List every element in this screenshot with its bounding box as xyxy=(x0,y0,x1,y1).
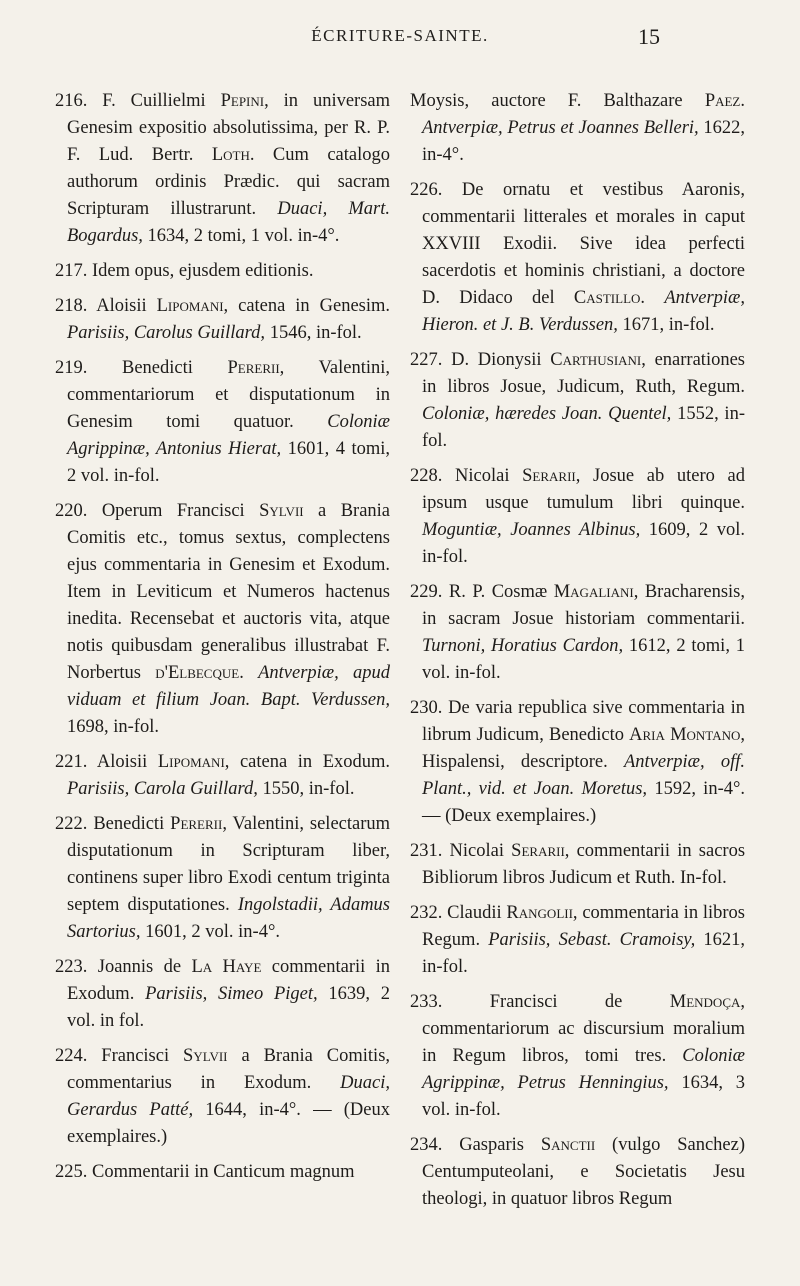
catalog-entry xyxy=(410,695,745,830)
entry-number: 227. xyxy=(410,350,443,370)
entry-number: 217. xyxy=(55,261,88,281)
entry-imprint: Ingolstadii, Adamus Sartorius, xyxy=(67,895,390,942)
entry-text: a Brania Comitis, commentarius in Exodum. xyxy=(67,1046,391,1093)
entry-text: Gasparis xyxy=(459,1135,524,1155)
entry-author: Pepini xyxy=(220,91,265,111)
entry-tail: 1546, in-fol. xyxy=(269,323,362,343)
entry-number: 233. xyxy=(410,992,443,1012)
catalog-entry xyxy=(55,258,390,285)
entry-number: 225. xyxy=(55,1162,88,1182)
entry-tail: 1634, 3 vol. in-fol. xyxy=(422,1073,746,1120)
entry-imprint: Antverpiæ, off. Plant., vid. et Joan. Moretus, xyxy=(422,752,745,799)
entry-tail: 1592, in-4°. — (Deux exemplaires.) xyxy=(422,779,746,826)
entry-author: Sanctii xyxy=(540,1135,596,1155)
entry-text: . xyxy=(740,91,745,111)
entry-imprint: Coloniæ Agrippinæ, Antonius Hierat, xyxy=(67,412,390,459)
entry-tail: 1634, 2 tomi, 1 vol. in-4°. xyxy=(147,226,340,246)
entry-text: Claudii xyxy=(447,903,502,923)
entry-number: 230. xyxy=(410,698,443,718)
entry-text: Operum Francisci xyxy=(101,501,245,521)
entry-author: Magaliani xyxy=(553,582,634,602)
running-head: ÉCRITURE-SAINTE. xyxy=(311,26,489,45)
entry-number: 226. xyxy=(410,180,443,200)
entry-imprint: Duaci, Gerardus Patté, xyxy=(67,1073,391,1120)
entry-text: Commentarii in Canticum magnum xyxy=(92,1162,355,1182)
entry-text: , commentarii in sacros Bibliorum libros Judicum et Ruth. In-fol. xyxy=(422,841,746,888)
catalog-entry xyxy=(410,989,745,1124)
entry-tail: 1550, in-fol. xyxy=(262,779,355,799)
catalog-entry xyxy=(55,954,390,1035)
entry-number: 218. xyxy=(55,296,88,316)
entry-text: Francisci de xyxy=(489,992,623,1012)
entry-author: Sylvii xyxy=(183,1046,228,1066)
entry-author: Pererii xyxy=(170,814,223,834)
page-header xyxy=(0,14,800,54)
entry-text: , catena in Exodum. xyxy=(224,752,391,772)
catalog-entry xyxy=(410,838,745,892)
entry-text: . xyxy=(640,288,646,308)
catalog-entry xyxy=(55,811,390,946)
entry-author: Serarii xyxy=(522,466,576,486)
entry-text: De varia republica sive commentaria in librum Judicum, Benedicto xyxy=(422,698,745,745)
entry-author: Sylvii xyxy=(259,501,304,521)
entry-tail: 1622, in-4°. xyxy=(422,118,745,165)
entry-text: , enarrationes in libros Josue, Judicum, Ruth, Regum. xyxy=(422,350,745,397)
catalog-entry xyxy=(410,579,745,687)
entry-imprint: Antverpiæ, Petrus et Joannes Belleri, xyxy=(422,118,699,138)
entry-text: Idem opus, ejusdem editionis. xyxy=(92,261,314,281)
entry-tail: 1552, in-fol. xyxy=(422,404,745,451)
entry-number: 231. xyxy=(410,841,443,861)
catalog-entry xyxy=(410,463,745,571)
entry-text: commentarii in Exodum. xyxy=(67,957,391,1004)
entry-imprint: Coloniæ, hæredes Joan. Quentel, xyxy=(422,404,672,424)
entry-imprint: Parisiis, Simeo Piget, xyxy=(145,984,318,1004)
entry-number: 219. xyxy=(55,358,88,378)
catalog-entry xyxy=(55,293,390,347)
entry-text: Benedicti xyxy=(93,814,165,834)
entry-number: 220. xyxy=(55,501,88,521)
entry-tail: 1609, 2 vol. in-fol. xyxy=(422,520,746,567)
entry-text: Nicolai xyxy=(449,841,504,861)
entry-text: , Valentini, selectarum disputationum in Scripturam liber, continens super libro Exodi centum triginta septem disputationes. xyxy=(67,814,391,915)
entry-number: 223. xyxy=(55,957,88,977)
catalog-entry xyxy=(410,900,745,981)
catalog-entry xyxy=(55,88,390,250)
entry-text: R. P. Cosmæ xyxy=(448,582,548,602)
entry-text: , commentaria in libros Regum. xyxy=(422,903,745,950)
entry-author: La Haye xyxy=(191,957,262,977)
entry-number: 222. xyxy=(55,814,88,834)
left-column xyxy=(55,88,390,1194)
entry-number: 216. xyxy=(55,91,88,111)
entry-tail: 1671, in-fol. xyxy=(622,315,715,335)
entry-text: De ornatu et vestibus Aaronis, commentarii litterales et morales in caput XXVIII Exodii. Sive idea perfecti sacerdotis et hominis christiani, a doctore D. Didaco del xyxy=(422,180,746,308)
entry-author: Paez xyxy=(704,91,741,111)
entry-tail: 1621, in-fol. xyxy=(422,930,745,977)
entry-imprint: Turnoni, Horatius Cardon, xyxy=(422,636,624,656)
catalog-entry xyxy=(410,88,745,169)
entry-text: D. Dionysii xyxy=(451,350,542,370)
entry-text: Nicolai xyxy=(455,466,510,486)
entry-tail: 1639, 2 vol. in fol. xyxy=(67,984,391,1031)
entry-number: 228. xyxy=(410,466,443,486)
catalog-entry xyxy=(410,177,745,339)
entry-text: , Hispalensi, descriptore. xyxy=(422,725,745,772)
catalog-entry xyxy=(55,355,390,490)
entry-author: Loth xyxy=(211,145,250,165)
entry-text: (vulgo Sanchez) Centumputeolani, e Societatis Jesu theologi, in quatuor libros Regum xyxy=(422,1135,745,1209)
entry-text: F. Cuillielmi xyxy=(102,91,206,111)
entry-tail: 1644, in-4°. — (Deux exemplaires.) xyxy=(67,1100,391,1147)
catalog-entry xyxy=(410,1132,745,1213)
entry-author: Lipomani xyxy=(156,296,224,316)
entry-text: , Valentini, commentariorum et disputationum in Genesim tomi quatuor. xyxy=(67,358,390,432)
entry-author: Mendoça xyxy=(669,992,741,1012)
entry-number: 234. xyxy=(410,1135,443,1155)
entry-number: 221. xyxy=(55,752,88,772)
entry-imprint: Parisiis, Carolus Guillard, xyxy=(67,323,266,343)
entry-author: Aria Montano xyxy=(629,725,741,745)
entry-imprint: Coloniæ Agrippinæ, Petrus Henningius, xyxy=(422,1046,746,1093)
entry-text: Moysis, auctore F. Balthazare xyxy=(410,91,683,111)
entry-imprint: Antverpiæ, Hieron. et J. B. Verdussen, xyxy=(422,288,745,335)
entry-author: d'Elbecque xyxy=(155,663,240,683)
entry-imprint: Antverpiæ, apud viduam et filium Joan. Bapt. Verdussen, xyxy=(67,663,390,710)
entry-text: , catena in Genesim. xyxy=(223,296,391,316)
entry-text: , in universam Genesim expositio absolutissima, per R. P. F. Lud. Bertr. xyxy=(67,91,391,165)
entry-author: Carthusiani xyxy=(550,350,642,370)
page-number: 15 xyxy=(638,24,660,49)
entry-text: . xyxy=(239,663,244,683)
entry-tail: 1612, 2 tomi, 1 vol. in-fol. xyxy=(422,636,746,683)
catalog-entry xyxy=(55,1043,390,1151)
entry-text: , Bracharensis, in sacram Josue historiam commentarii. xyxy=(422,582,746,629)
entry-number: 232. xyxy=(410,903,443,923)
entry-imprint: Moguntiæ, Joannes Albinus, xyxy=(422,520,641,540)
entry-text: Joannis de xyxy=(97,957,182,977)
entry-author: Castillo xyxy=(573,288,641,308)
entry-text: a Brania Comitis etc., tomus sextus, complectens ejus commentaria in Genesim et Exodum. Item in Leviticum et Numeros hactenus inedita. Recensebat et auctoris vita, atque notis quibusdam generalibus illustrabat F. Norbertus xyxy=(67,501,391,683)
catalog-entry xyxy=(410,347,745,455)
catalog-entry xyxy=(55,1159,390,1186)
entry-author: Pererii xyxy=(227,358,280,378)
entry-author: Lipomani xyxy=(157,752,225,772)
entry-imprint: Duaci, Mart. Bogardus, xyxy=(67,199,390,246)
entry-text: Aloisii xyxy=(96,296,147,316)
entry-author: Rangolii xyxy=(506,903,573,923)
entry-imprint: Parisiis, Sebast. Cramoisy, xyxy=(488,930,696,950)
entry-author: Serarii xyxy=(511,841,565,861)
entry-tail: 1698, in-fol. xyxy=(67,717,159,737)
catalog-entry xyxy=(55,498,390,741)
entry-number: 229. xyxy=(410,582,443,602)
entry-text: , commentariorum ac discursium moralium in Regum libros, tomi tres. xyxy=(422,992,746,1066)
entry-text: Francisci xyxy=(101,1046,170,1066)
entry-tail: 1601, 2 vol. in-4°. xyxy=(145,922,280,942)
entry-text: Aloisii xyxy=(96,752,148,772)
entry-text: , Josue ab utero ad ipsum usque tumulum libri quinque. xyxy=(422,466,746,513)
right-column xyxy=(410,88,745,1221)
entry-text: . Cum catalogo authorum ordinis Prædic. qui sacram Scripturam illustrarunt. xyxy=(67,145,390,219)
entry-text: Benedicti xyxy=(121,358,193,378)
catalog-entry xyxy=(55,749,390,803)
entry-tail: 1601, 4 tomi, 2 vol. in-fol. xyxy=(67,439,391,486)
entry-imprint: Parisiis, Carola Guillard, xyxy=(67,779,258,799)
entry-number: 224. xyxy=(55,1046,88,1066)
